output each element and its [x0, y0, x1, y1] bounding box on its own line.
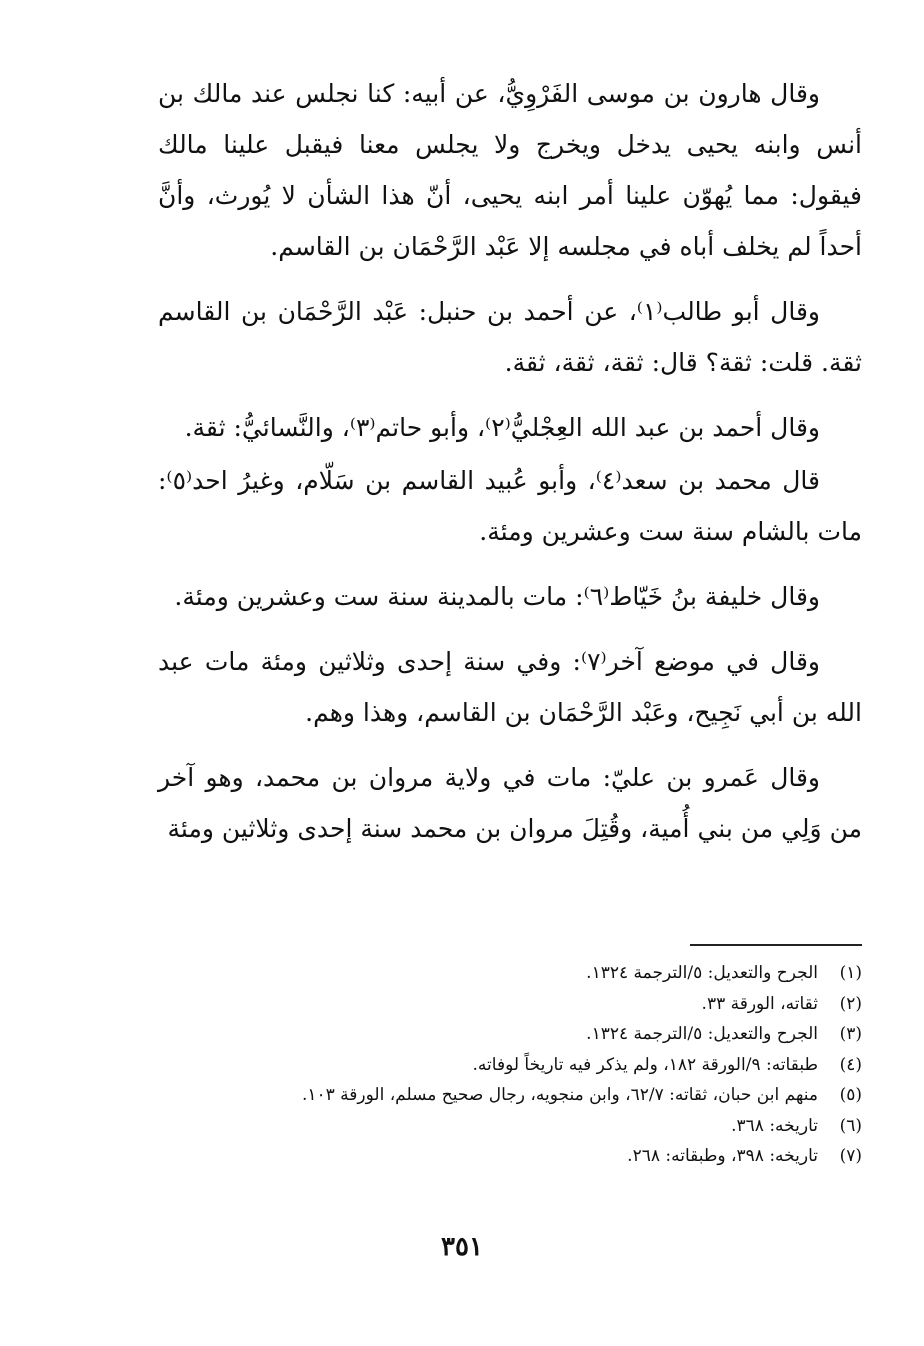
page-number: ٣٥١: [441, 1232, 483, 1262]
footnote: [158, 1019, 862, 1050]
footnote-text: ثقاته، الورقة ٣٣.: [701, 993, 818, 1014]
main-text: [158, 68, 862, 868]
footnote-text: تاريخه: ٣٦٨.: [731, 1115, 818, 1136]
footnote: [158, 1080, 862, 1111]
footnote-divider: [690, 944, 862, 946]
paragraph-khalifa: وقال خليفة بنُ خَيّاط⁽٦⁾: مات بالمدينة سنة ست وعشرين ومئة.: [174, 582, 820, 611]
footnote-number: (٦): [839, 1115, 862, 1136]
footnote: [158, 958, 862, 989]
footnote-number: (٢): [839, 993, 862, 1014]
footnote-text: تاريخه: ٣٩٨، وطبقاته: ٢٦٨.: [627, 1146, 818, 1166]
footnote: [158, 989, 862, 1020]
footnote-text: منهم ابن حبان، ثقاته: ٦٢/٧، وابن منجويه، رجال صحيح مسلم، الورقة ١٠٣.: [301, 1085, 818, 1105]
footnote-number: (٤): [839, 1054, 862, 1075]
footnote: [158, 1050, 862, 1081]
footnote-text: الجرح والتعديل: ٥/الترجمة ١٣٢٤.: [586, 963, 818, 983]
paragraph-amr: وقال عَمرو بن عليّ: مات في ولاية مروان بن محمد، وهو آخر من وَلِي من بني أُمية، وقُتِلَ مروان بن محمد سنة إحدى وثلاثين ومئة: [158, 763, 862, 843]
footnote-text: طبقاته: ٩/الورقة ١٨٢، ولم يذكر فيه تاريخاً لوفاته.: [472, 1054, 818, 1075]
paragraph-another-place: وقال في موضع آخر⁽٧⁾: وفي سنة إحدى وثلاثين ومئة مات عبد الله بن أبي نَجِيح، وعَبْد الرَّحْمَان بن القاسم، وهذا وهم.: [158, 647, 862, 727]
paragraph-ibn-saad: قال محمد بن سعد⁽٤⁾، وأبو عُبيد القاسم بن سَلّام، وغيرُ احد⁽٥⁾: مات بالشام سنة ست وعشرين ومئة.: [158, 466, 862, 546]
footnote-number: (٣): [839, 1024, 862, 1044]
paragraph-harun: وقال هارون بن موسى الفَرْوِيُّ، عن أبيه: كنا نجلس عند مالك بن أنس وابنه يحيى يدخل ويخرج ولا يجلس معنا فيقبل علينا مالك فيقول: مما يُهوّن علينا أمر ابنه يحيى، أنّ هذا الشأن لا يُورث، وأنَّ أحداً لم يخلف أباه في مجلسه إلا عَبْد الرَّحْمَان بن القاسم.: [158, 79, 862, 261]
footnote: [158, 1111, 862, 1142]
footnote-number: (١): [839, 963, 862, 983]
footnote-number: (٥): [839, 1085, 862, 1105]
footnote-number: (٧): [839, 1146, 862, 1166]
footnotes: [158, 958, 862, 1172]
footnote-text: الجرح والتعديل: ٥/الترجمة ١٣٢٤.: [586, 1024, 818, 1044]
paragraph-abu-talib: وقال أبو طالب⁽١⁾، عن أحمد بن حنبل: عَبْد الرَّحْمَان بن القاسم ثقة. قلت: ثقة؟ قال: ثقة، ثقة، ثقة.: [158, 297, 862, 377]
footnote: [158, 1141, 862, 1172]
paragraph-ijli: وقال أحمد بن عبد الله العِجْليُّ⁽٢⁾، وأبو حاتم⁽٣⁾، والنَّسائيُّ: ثقة.: [184, 413, 820, 442]
